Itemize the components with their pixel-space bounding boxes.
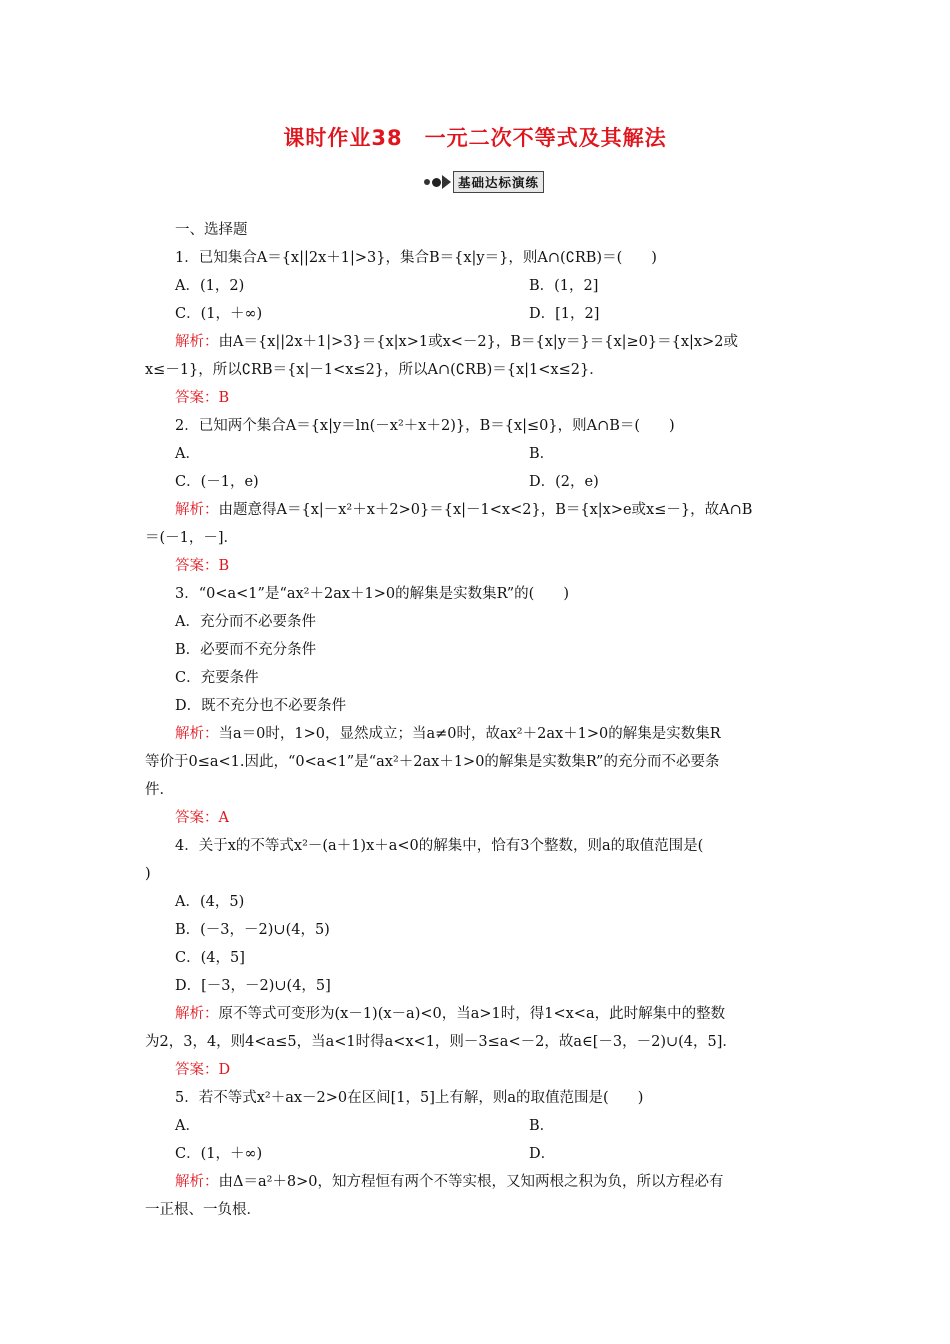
- option-d: D．[－3，－2)∪(4，5]: [175, 978, 331, 994]
- option-c: C．(－1，e): [175, 474, 259, 490]
- question-3-stem: 3．“0<a<1”是“ax²＋2ax＋1>0的解集是实数集R”的( ): [175, 586, 569, 602]
- solution-label: 解析：: [175, 502, 219, 518]
- exercise-content: [145, 216, 810, 1224]
- question-1-options-row2: [145, 300, 810, 328]
- option-c: C．充要条件: [175, 670, 259, 686]
- option-d: D．[1，2]: [529, 306, 600, 322]
- solution-text: 由A＝{x||2x＋1|>3}＝{x|x>1或x<－2}，B＝{x|y＝}＝{x|≥0}＝{x|x>2或: [218, 334, 738, 350]
- option-b: B．(－3，－2)∪(4，5): [175, 922, 330, 938]
- page-title: 课时作业38 一元二次不等式及其解法: [283, 126, 667, 150]
- question-1-stem: 1．已知集合A＝{x||2x＋1|>3}，集合B＝{x|y＝}，则A∩(∁RB)＝( ): [175, 250, 657, 266]
- question-2-options-row1: [145, 440, 810, 468]
- solution-text: 原不等式可变形为(x－1)(x－a)<0，当a>1时，得1<x<a，此时解集中的整数: [218, 1006, 726, 1022]
- question-1-answer: 答案：B: [175, 390, 230, 406]
- question-4-solution-line2: 为2，3，4，则4<a≤5，当a<1时得a<x<1，则－3≤a<－2，故a∈[－3，－2)∪(4，5]．: [145, 1034, 737, 1050]
- question-5-solution-line2: 一正根、一负根．: [145, 1202, 261, 1218]
- solution-label: 解析：: [175, 1006, 219, 1022]
- banner-label: 基础达标演练: [453, 171, 544, 193]
- question-3-solution-line1: [145, 720, 810, 748]
- question-5-stem: 5．若不等式x²＋ax－2>0在区间[1，5]上有解，则a的取值范围是( ): [175, 1090, 644, 1106]
- section-heading: 一、选择题: [175, 222, 248, 238]
- option-a: A．充分而不必要条件: [175, 614, 316, 630]
- solution-text: 由题意得A＝{x|－x²＋x＋2>0}＝{x|－1<x<2}，B＝{x|x>e或x≤－}，故A∩B: [218, 502, 753, 518]
- solution-text: 当a＝0时，1>0，显然成立；当a≠0时，故ax²＋2ax＋1>0的解集是实数集R: [218, 726, 721, 742]
- option-a: A．: [175, 446, 200, 462]
- question-3-solution-line3: 件．: [145, 782, 174, 798]
- section-banner: [424, 172, 544, 192]
- option-a: A．(4，5): [175, 894, 245, 910]
- question-5-options-row1: [145, 1112, 810, 1140]
- option-b: B．(1，2]: [529, 278, 599, 294]
- question-3-solution-line2: 等价于0≤a<1.因此，“0<a<1”是“ax²＋2ax＋1>0的解集是实数集R”的充分而不必要条: [145, 754, 720, 770]
- option-c: C．(1，＋∞): [175, 1146, 263, 1162]
- question-4-stem-line1: 4．关于x的不等式x²－(a＋1)x＋a<0的解集中，恰有3个整数，则a的取值范围是(: [175, 838, 704, 854]
- option-b: B．必要而不充分条件: [175, 642, 317, 658]
- question-4-stem-line2: ): [145, 866, 151, 882]
- question-4-answer: 答案：D: [175, 1062, 231, 1078]
- question-5-solution-line1: [145, 1168, 810, 1196]
- option-b: B．: [529, 446, 555, 462]
- option-d: D．(2，e): [529, 474, 599, 490]
- question-2-answer: 答案：B: [175, 558, 230, 574]
- option-a: A．: [175, 1118, 200, 1134]
- option-c: C．(4，5]: [175, 950, 245, 966]
- solution-text: 由Δ＝a²＋8>0，知方程恒有两个不等实根，又知两根之积为负，所以方程必有: [218, 1174, 724, 1190]
- option-a: A．(1，2): [175, 278, 245, 294]
- dot-large-icon: [432, 178, 441, 187]
- question-5-options-row2: [145, 1140, 810, 1168]
- solution-label: 解析：: [175, 334, 219, 350]
- question-4-solution-line1: [145, 1000, 810, 1028]
- question-1-solution-line2: x≤－1}，所以∁RB＝{x|－1<x≤2}，所以A∩(∁RB)＝{x|1<x≤2}．: [145, 362, 604, 378]
- question-1-options-row1: [145, 272, 810, 300]
- solution-label: 解析：: [175, 1174, 219, 1190]
- dot-small-icon: [424, 179, 430, 185]
- question-2-stem: 2．已知两个集合A＝{x|y＝ln(－x²＋x＋2)}，B＝{x|≤0}，则A∩B＝( ): [175, 418, 675, 434]
- option-c: C．(1，＋∞): [175, 306, 263, 322]
- question-2-solution-line2: ＝(－1，－]．: [145, 530, 239, 546]
- option-d: D．既不充分也不必要条件: [175, 698, 347, 714]
- question-3-answer: 答案：A: [175, 810, 229, 826]
- question-2-options-row2: [145, 468, 810, 496]
- question-1-solution-line1: [145, 328, 810, 356]
- arrow-right-icon: [442, 175, 451, 189]
- option-b: B．: [529, 1118, 555, 1134]
- option-d: D．: [529, 1146, 556, 1162]
- question-2-solution-line1: [145, 496, 810, 524]
- solution-label: 解析：: [175, 726, 219, 742]
